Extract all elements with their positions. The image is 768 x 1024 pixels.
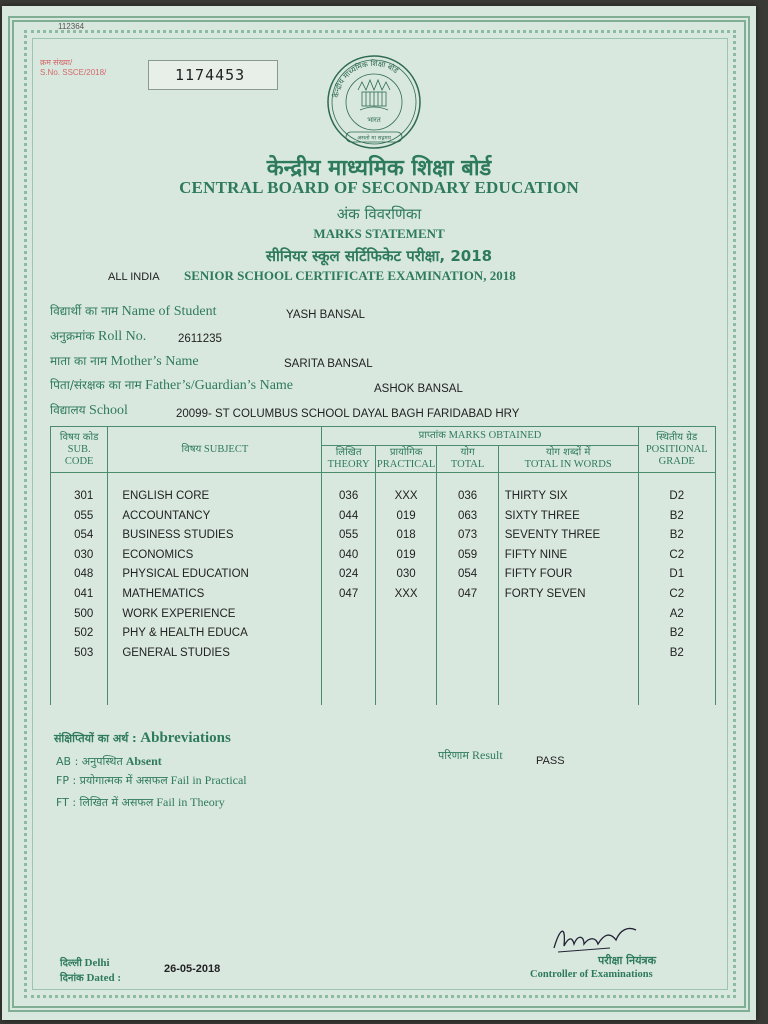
row-4-practical: 019 (396, 548, 416, 561)
row-1-subject: ENGLISH CORE (122, 490, 210, 502)
row-3-grade: B2 (669, 529, 684, 542)
row-6-total: 047 (458, 587, 478, 600)
place-date-label: दिल्ली Delhi दिनांक Dated : (60, 957, 122, 984)
board-name-hindi: केन्द्रीय माध्यमिक शिक्षा बोर्ड (266, 156, 492, 181)
father-name-label: पिता/संरक्षक का नाम Father’s/Guardian’s Name (50, 378, 294, 393)
row-5-subject: PHYSICAL EDUCATION (122, 568, 249, 581)
row-4-grade: C2 (669, 548, 685, 561)
row-3-total: 073 (458, 529, 478, 542)
issue-date-value: 26-05-2018 (164, 963, 221, 975)
mother-name-value: SARITA BANSAL (284, 358, 373, 370)
row-6-subject: MATHEMATICS (122, 587, 205, 600)
row-6-grade: C2 (669, 587, 685, 600)
row-4-total: 059 (458, 548, 478, 561)
seal-arc-text: केन्द्रीय माध्यमिक शिक्षा बोर्ड (331, 58, 400, 99)
exam-title-hindi: सीनियर स्कूल सर्टिफिकेट परीक्षा, 2018 (265, 247, 493, 265)
row-1-words: THIRTY SIX (504, 490, 568, 502)
father-name-value: ASHOK BANSAL (374, 383, 463, 395)
row-7-practical (376, 605, 437, 625)
col-total (437, 473, 498, 705)
abbreviations-title: संक्षिप्तियों का अर्थ : Abbreviations (54, 730, 231, 746)
row-3-words: SEVENTY THREE (504, 529, 601, 542)
row-8-grade: B2 (669, 627, 684, 640)
header-positional-grade: स्थितीय ग्रेड POSITIONAL GRADE (638, 427, 715, 473)
statement-title-english: MARKS STATEMENT (313, 226, 445, 241)
all-india-label: ALL INDIA (108, 271, 160, 283)
result-label: परिणाम Result (438, 748, 503, 762)
marks-table (50, 426, 716, 705)
marks-body-row (51, 473, 716, 705)
header-total-in-words: योग शब्दों में TOTAL IN WORDS (498, 446, 638, 473)
row-6-words: FORTY SEVEN (504, 587, 586, 600)
row-9-code: 503 (74, 646, 94, 659)
header-marks-obtained: प्राप्तांक MARKS OBTAINED (322, 427, 638, 446)
abbr-fail-practical: FP : प्रयोगात्मक में असफल Fail in Practical (56, 773, 247, 787)
row-4-subject: ECONOMICS (122, 548, 194, 561)
row-2-total: 063 (458, 509, 478, 522)
col-codes (51, 473, 108, 705)
row-6-code: 041 (74, 587, 94, 600)
roll-number-label: अनुक्रमांक Roll No. (50, 329, 147, 344)
header-theory: लिखित THEORY (322, 446, 375, 473)
header-total: योग TOTAL (437, 446, 498, 473)
row-9-theory (322, 644, 374, 664)
board-name-english: CENTRAL BOARD OF SECONDARY EDUCATION (179, 178, 579, 197)
row-7-theory (322, 605, 374, 625)
controller-label-hindi: परीक्षा नियंत्रक (598, 954, 657, 967)
row-4-code: 030 (74, 548, 94, 561)
row-3-code: 054 (74, 529, 94, 542)
cbse-seal-icon (322, 52, 426, 157)
student-name-label: विद्यार्थी का नाम Name of Student (50, 304, 217, 319)
row-2-theory: 044 (339, 509, 359, 522)
row-9-subject: GENERAL STUDIES (122, 646, 230, 659)
row-8-words (505, 624, 638, 644)
col-words (498, 473, 638, 705)
roll-number-value: 2611235 (178, 333, 222, 345)
row-8-practical (376, 624, 437, 644)
row-7-words (505, 605, 638, 625)
row-5-grade: D1 (669, 568, 685, 581)
serial-label-hindi: क्रम संख्या/ (40, 58, 73, 67)
row-4-words: FIFTY NINE (504, 548, 568, 561)
row-7-subject: WORK EXPERIENCE (122, 607, 236, 620)
col-subjects (108, 473, 322, 705)
col-practical (375, 473, 437, 705)
top-serial-number: 112364 (58, 22, 85, 31)
row-1-grade: D2 (669, 490, 685, 502)
row-3-practical: 018 (396, 529, 416, 542)
exam-title-english: SENIOR SCHOOL CERTIFICATE EXAMINATION, 2018 (184, 268, 516, 283)
seal-center-text: भारत (367, 116, 381, 124)
header-practical: प्रायोगिक PRACTICAL (375, 446, 437, 473)
row-1-practical: XXX (394, 490, 418, 502)
controller-label-english: Controller of Examinations (530, 969, 653, 980)
row-5-words: FIFTY FOUR (504, 568, 573, 581)
row-7-grade: A2 (669, 607, 684, 620)
row-7-total (437, 605, 497, 625)
result-value: PASS (536, 755, 565, 767)
row-5-theory: 024 (339, 568, 359, 581)
mother-name-label: माता का नाम Mother’s Name (50, 354, 199, 369)
row-3-theory: 055 (339, 529, 359, 542)
row-8-theory (322, 624, 374, 644)
row-4-theory: 040 (339, 548, 359, 561)
col-grades (638, 473, 715, 705)
abbr-fail-theory: FT : लिखित में असफल Fail in Theory (56, 795, 225, 809)
row-2-practical: 019 (396, 509, 416, 522)
school-label: विद्यालय School (50, 403, 128, 418)
row-9-words (505, 644, 638, 664)
row-9-grade: B2 (669, 646, 684, 659)
marks-statement-sheet (2, 6, 756, 1020)
row-2-subject: ACCOUNTANCY (122, 509, 211, 522)
row-2-words: SIXTY THREE (504, 509, 580, 522)
row-2-grade: B2 (669, 509, 684, 522)
row-5-practical: 030 (396, 568, 416, 581)
row-1-code: 301 (74, 490, 94, 502)
row-1-theory: 036 (339, 490, 359, 502)
row-7-code: 500 (74, 607, 94, 620)
header-sub-code: विषय कोड SUB. CODE (51, 427, 108, 473)
row-9-total (437, 644, 497, 664)
row-2-code: 055 (74, 509, 94, 522)
statement-title-hindi: अंक विवरणिका (336, 205, 422, 223)
row-8-total (437, 624, 497, 644)
row-8-subject: PHY & HEALTH EDUCA (122, 627, 248, 640)
row-5-total: 054 (458, 568, 478, 581)
row-6-practical: XXX (394, 587, 418, 600)
seal-motto: असतो मा सद्गमय (357, 135, 391, 142)
row-6-theory: 047 (339, 587, 359, 600)
header-subject: विषय SUBJECT (108, 427, 322, 473)
student-name-value: YASH BANSAL (286, 309, 366, 321)
serial-label-english: S.No. SSCE/2018/ (40, 68, 107, 77)
serial-number-label (40, 58, 106, 78)
row-5-code: 048 (74, 568, 94, 581)
school-value: 20099- ST COLUMBUS SCHOOL DAYAL BAGH FARIDABAD HRY (176, 408, 520, 420)
abbr-absent: AB : अनुपस्थित Absent (56, 754, 162, 768)
col-theory (322, 473, 375, 705)
row-8-code: 502 (74, 627, 94, 640)
row-3-subject: BUSINESS STUDIES (122, 529, 234, 542)
serial-number-box: 1174453 (148, 60, 278, 90)
row-1-total: 036 (458, 490, 478, 502)
row-9-practical (376, 644, 437, 664)
